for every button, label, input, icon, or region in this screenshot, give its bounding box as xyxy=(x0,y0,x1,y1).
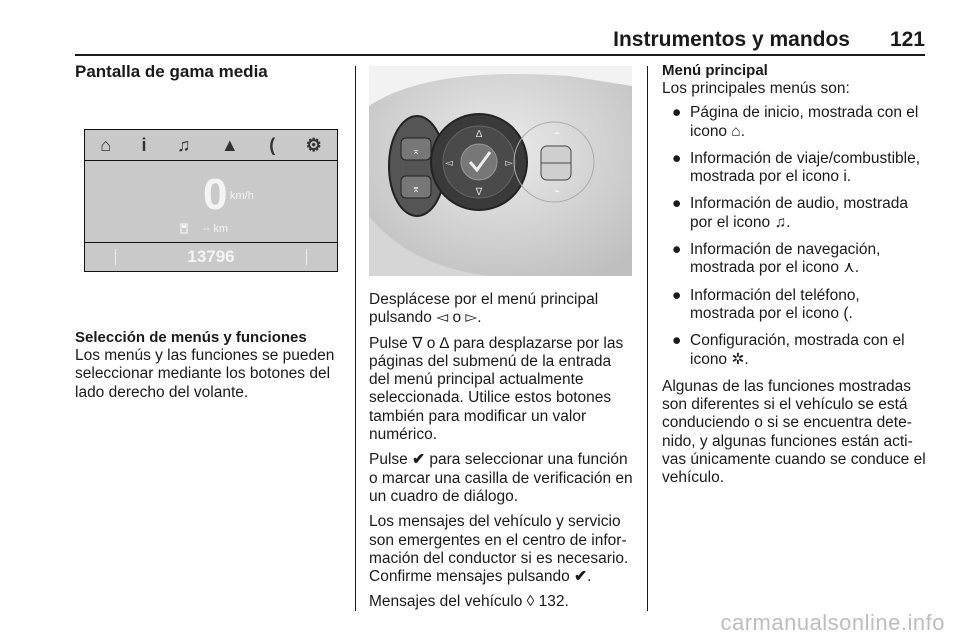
section-heading: Pantalla de gama media xyxy=(75,62,268,81)
list-item: ● Información del teléfono, mostrada por el icono (. xyxy=(672,286,860,322)
body-paragraph: Pulse ✔ para seleccionar una función o marcar una casilla de verificación en un cuadro de diálogo. xyxy=(369,451,633,505)
main-menu-list xyxy=(662,104,927,369)
phone-icon: ( xyxy=(269,134,276,155)
body-paragraph: Los principales menús son: xyxy=(662,80,850,97)
center-column xyxy=(369,291,633,619)
list-item: ● Información de viaje/combustible, mostrada por el icono i. xyxy=(672,149,921,186)
watermark: carmanualsonline.info xyxy=(720,610,945,635)
steering-wheel-controls-photo xyxy=(369,66,632,276)
list-item: ● Página de inicio, mostrada con el icono ⌂. xyxy=(672,104,919,140)
subsection-heading: Selección de menús y funciones xyxy=(75,329,307,346)
navigation-icon: ▲ xyxy=(220,134,239,155)
list-item: ● Configuración, mostrada con el icono ✲. xyxy=(672,332,905,368)
instrument-display xyxy=(84,129,338,272)
right-column xyxy=(662,62,927,495)
svg-text:⌁: ⌁ xyxy=(554,186,560,196)
menu-selection-section xyxy=(75,329,347,409)
odometer-value: 13796 xyxy=(187,247,235,266)
list-item: ● Información de navegación, mostrada por el icono ⋏. xyxy=(672,241,881,277)
body-paragraph: Los mensajes del vehículo y servicio son emergentes en el centro de información del conductor si es necesario. xyxy=(369,513,629,567)
body-paragraph: Algunas de las funciones mostradas son diferentes si el vehículo se está conduciendo o si se encuentra detenido, y algunas funciones están activas únicamente cuando se conduce el vehículo. xyxy=(662,377,926,487)
body-paragraph: Pulse ∇ o ∆ para desplazarse por las páginas del submenú de la entrada del menú principal actualmente seleccionada. Utilice estos botones también para modificar un valor numérico. xyxy=(369,334,624,444)
check-icon: ✔ xyxy=(574,568,588,586)
svg-text:∇: ∇ xyxy=(475,187,483,198)
svg-text:⌆: ⌆ xyxy=(411,184,421,195)
body-paragraph: Los menús y las funciones se pueden seleccionar mediante los botones del lado derecho del volante. xyxy=(75,347,335,401)
section-title: Instrumentos y mandos xyxy=(613,28,850,51)
home-icon: ⌂ xyxy=(100,134,112,155)
check-icon: ✔ xyxy=(412,451,426,469)
page-header xyxy=(75,26,925,56)
speed-value: 0 xyxy=(203,170,228,219)
fuel-icon xyxy=(180,223,190,237)
settings-icon: ⚙ xyxy=(305,134,322,155)
speed-unit: km/h xyxy=(230,190,254,202)
svg-text:⌅: ⌅ xyxy=(411,146,421,157)
body-paragraph: Desplácese por el menú principal pulsando ◅ o ▻. xyxy=(369,291,599,327)
svg-text:◅: ◅ xyxy=(445,158,453,169)
info-icon: i xyxy=(141,134,147,155)
subsection-heading: Menú principal xyxy=(662,62,768,79)
range-value: -- km xyxy=(203,223,229,235)
svg-text:▻: ▻ xyxy=(505,158,513,169)
list-item: ● Información de audio, mostrada por el icono ♫. xyxy=(672,195,908,231)
page-number: 121 xyxy=(889,28,925,51)
odometer-bar xyxy=(85,242,337,271)
svg-text:⌁: ⌁ xyxy=(554,128,560,138)
cross-reference: Mensajes del vehículo ◊ 132. xyxy=(369,593,569,611)
column-divider xyxy=(647,66,648,611)
body-paragraph: Confirme mensajes pulsando ✔. xyxy=(369,568,592,586)
column-divider xyxy=(355,66,356,611)
display-icon-row xyxy=(85,130,337,161)
music-icon: ♫ xyxy=(176,134,191,155)
svg-text:∆: ∆ xyxy=(475,129,483,140)
left-column xyxy=(75,62,347,82)
